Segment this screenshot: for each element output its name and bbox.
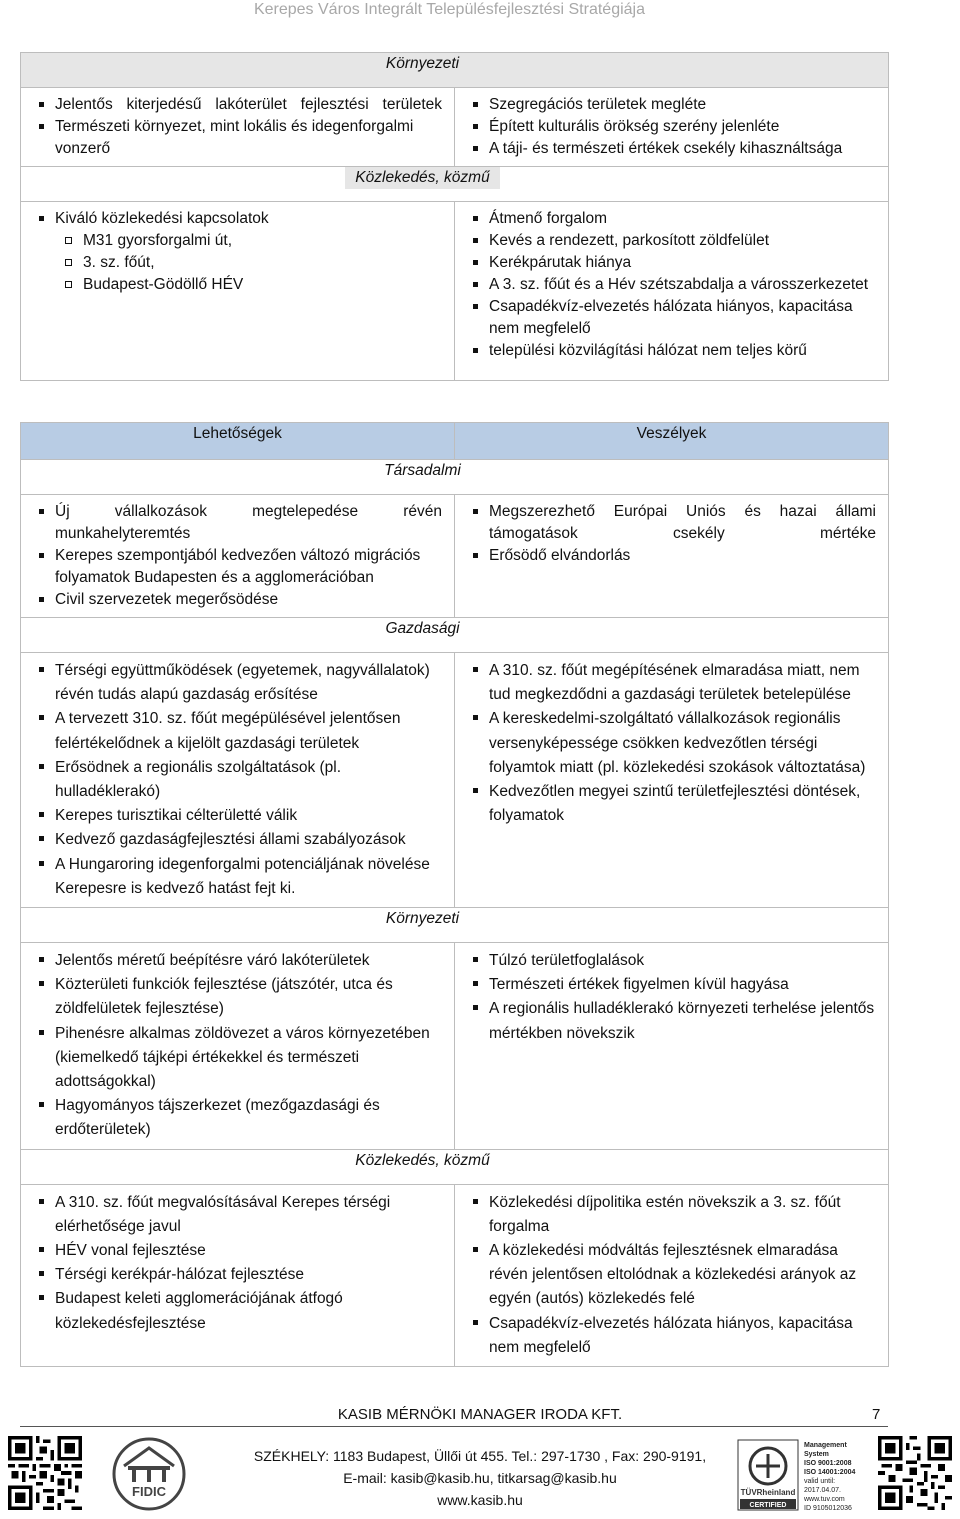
weaknesses-cell bbox=[455, 202, 889, 381]
category-row bbox=[21, 460, 889, 495]
list-item: Térségi kerékpár-hálózat fejlesztése bbox=[55, 1263, 442, 1287]
list-item: Kerepes szempontjából kedvezően változó migrációs folyamatok Budapesten és a agglomerációban bbox=[55, 545, 442, 589]
list-item: A 310. sz. főút megépítésének elmaradása miatt, nem tud megkezdődni a gazdasági területek betelepülése bbox=[489, 659, 876, 707]
list-item: Épített kulturális örökség szerény jelenléte bbox=[489, 116, 876, 138]
opportunities-cell bbox=[21, 1184, 455, 1366]
list-item: A kereskedelmi-szolgáltató vállalkozások regionális versenyképessége csökken kedvezőtlen térségi folyamtok miatt (pl. közlekedési szokások változtatása) bbox=[489, 707, 876, 780]
list-item: Hagyományos tájszerkezet (mezőgazdasági és erdőterületek) bbox=[55, 1094, 442, 1142]
threats-cell bbox=[455, 1184, 889, 1366]
list-item: települési közvilágítási hálózat nem teljes körű bbox=[489, 340, 876, 362]
threats-cell bbox=[455, 943, 889, 1150]
opportunities-header: Lehetőségek bbox=[21, 423, 455, 460]
tuv-line: www.tuv.com bbox=[804, 1496, 845, 1503]
opportunities-cell bbox=[21, 495, 455, 618]
threats-cell bbox=[455, 495, 889, 618]
list-item: A Hungaroring idegenforgalmi potenciáljának növelése Kerepesre is kedvező hatást fejt ki. bbox=[55, 853, 442, 901]
sub-list-item: Budapest-Gödöllő HÉV bbox=[83, 274, 442, 296]
qr-code-right-icon bbox=[878, 1436, 952, 1510]
tuv-brand-text: TÜVRheinland bbox=[740, 1488, 796, 1497]
list-item: Természeti környezet, mint lokális és idegenforgalmi vonzerő bbox=[55, 116, 442, 160]
tuv-line: System bbox=[804, 1451, 829, 1458]
list-item: Közlekedési díjpolitika estén növekszik a 3. sz. főút forgalma bbox=[489, 1191, 876, 1239]
category-label: Gazdasági bbox=[375, 618, 469, 640]
category-row bbox=[21, 618, 889, 653]
tuv-line: ISO 9001:2008 bbox=[804, 1460, 852, 1467]
tuv-certified-text: CERTIFIED bbox=[749, 1502, 787, 1509]
category-row bbox=[21, 53, 889, 88]
threats-header: Veszélyek bbox=[455, 423, 889, 460]
category-label: Közlekedés, közmű bbox=[345, 167, 499, 189]
strengths-weaknesses-table bbox=[20, 52, 889, 381]
list-item: HÉV vonal fejlesztése bbox=[55, 1239, 442, 1263]
list-item: Budapest keleti agglomerációjának átfogó közlekedésfejlesztése bbox=[55, 1287, 442, 1335]
list-item: Túlzó területfoglalások bbox=[489, 949, 876, 973]
list-item: Kerepes turisztikai célterületté válik bbox=[55, 804, 442, 828]
footer-email: E-mail: kasib@kasib.hu, titkarsag@kasib.hu bbox=[343, 1470, 617, 1486]
fidic-logo-text: FIDIC bbox=[132, 1484, 166, 1499]
list-item: Kedvezőtlen megyei szintű területfejlesztési döntések, folyamatok bbox=[489, 780, 876, 828]
tuv-line: ID 9105012036 bbox=[804, 1505, 852, 1512]
strengths-cell bbox=[21, 88, 455, 167]
list-item: Jelentős méretű beépítésre váró lakóterületek bbox=[55, 949, 442, 973]
list-item: A 3. sz. főút és a Hév szétszabdalja a városszerkezetet bbox=[489, 274, 876, 296]
list-item: Erősödő elvándorlás bbox=[489, 545, 876, 567]
list-item: Kerékpárutak hiánya bbox=[489, 252, 876, 274]
category-label: Közlekedés, közmű bbox=[345, 1150, 499, 1172]
footer-website: www.kasib.hu bbox=[437, 1492, 523, 1508]
list-item bbox=[55, 501, 442, 545]
list-item bbox=[55, 208, 442, 296]
list-item: Természeti értékek figyelmen kívül hagyása bbox=[489, 973, 876, 997]
category-label: Társadalmi bbox=[374, 460, 471, 482]
list-item: Átmenő forgalom bbox=[489, 208, 876, 230]
list-item: A regionális hulladéklerakó környezeti terhelése jelentős mértékben növekszik bbox=[489, 997, 876, 1045]
list-item: Pihenésre alkalmas zöldövezet a város környezetében (kiemelkedő tájképi értékekkel és természeti adottságokkal) bbox=[55, 1022, 442, 1095]
list-item: A tervezett 310. sz. főút megépülésével jelentősen felértékelődnek a kijelölt gazdasági területek bbox=[55, 707, 442, 755]
page-number: 7 bbox=[872, 1406, 881, 1423]
list-item: A 310. sz. főút megvalósításával Kerepes térségi elérhetősége javul bbox=[55, 1191, 442, 1239]
list-item: Csapadékvíz-elvezetés hálózata hiányos, kapacitása nem megfelelő bbox=[489, 1312, 876, 1360]
tuv-line: Management bbox=[804, 1442, 847, 1449]
tuv-line: 2017.04.07. bbox=[804, 1487, 841, 1494]
category-row bbox=[21, 908, 889, 943]
footer-company-name: KASIB MÉRNÖKI MANAGER IRODA KFT. bbox=[337, 1406, 623, 1423]
list-item: Civil szervezetek megerősödése bbox=[55, 589, 442, 611]
category-row bbox=[21, 167, 889, 202]
list-item: Jelentős kiterjedésű lakóterület fejlesztési területek bbox=[55, 94, 442, 116]
list-item: Kedvező gazdaságfejlesztési állami szabályozások bbox=[55, 828, 442, 852]
footer-address: SZÉKHELY: 1183 Budapest, Üllői út 455. Tel.: 297-1730 , Fax: 290-9191, bbox=[253, 1448, 707, 1464]
threats-cell bbox=[455, 653, 889, 908]
category-label: Környezeti bbox=[376, 53, 469, 75]
list-item: Kevés a rendezett, parkosított zöldfelület bbox=[489, 230, 876, 252]
sub-list-item: M31 gyorsforgalmi út, bbox=[83, 230, 442, 252]
page-header bbox=[0, 0, 960, 22]
list-item: Közterületi funkciók fejlesztése (játszótér, utca és zöldfelületek fejlesztése) bbox=[55, 973, 442, 1021]
category-label: Környezeti bbox=[376, 908, 469, 930]
list-item: A táji- és természeti értékek csekély kihasználtsága bbox=[489, 138, 876, 160]
opportunities-cell bbox=[21, 943, 455, 1150]
list-item-text: Kiváló közlekedési kapcsolatok bbox=[55, 210, 269, 227]
category-row bbox=[21, 1149, 889, 1184]
list-item: Csapadékvíz-elvezetés hálózata hiányos, kapacitása nem megfelelő bbox=[489, 296, 876, 340]
strengths-cell bbox=[21, 202, 455, 381]
list-item: Erősödnek a regionális szolgáltatások (pl. hulladéklerakó) bbox=[55, 756, 442, 804]
opportunities-threats-table bbox=[20, 422, 889, 1367]
tuv-line: valid until: bbox=[804, 1478, 836, 1485]
list-item: A közlekedési módváltás fejlesztésnek elmaradása révén jelentősen eltolódnak a közlekedési arányok az egyén (autós) közlekedés felé bbox=[489, 1239, 876, 1312]
qr-code-left-icon bbox=[8, 1436, 82, 1510]
list-item bbox=[489, 501, 876, 545]
list-item: Szegregációs területek megléte bbox=[489, 94, 876, 116]
list-item-text: Megszerezhető Európai Uniós és hazai állami támogatások csekély mértéke bbox=[489, 503, 876, 542]
footer-divider bbox=[20, 1426, 888, 1427]
list-item-text: Új vállalkozások megtelepedése révén munkahelyteremtés bbox=[55, 503, 442, 542]
fidic-logo bbox=[110, 1436, 188, 1512]
sub-list-item: 3. sz. főút, bbox=[83, 252, 442, 274]
weaknesses-cell bbox=[455, 88, 889, 167]
tuv-line: ISO 14001:2004 bbox=[804, 1469, 856, 1476]
opportunities-cell bbox=[21, 653, 455, 908]
document-title: Kerepes Város Integrált Településfejlesztési Stratégiája bbox=[253, 1, 645, 18]
list-item: Térségi együttműködések (egyetemek, nagyvállalatok) révén tudás alapú gazdaság erősítése bbox=[55, 659, 442, 707]
tuv-certification-badge bbox=[736, 1438, 876, 1512]
